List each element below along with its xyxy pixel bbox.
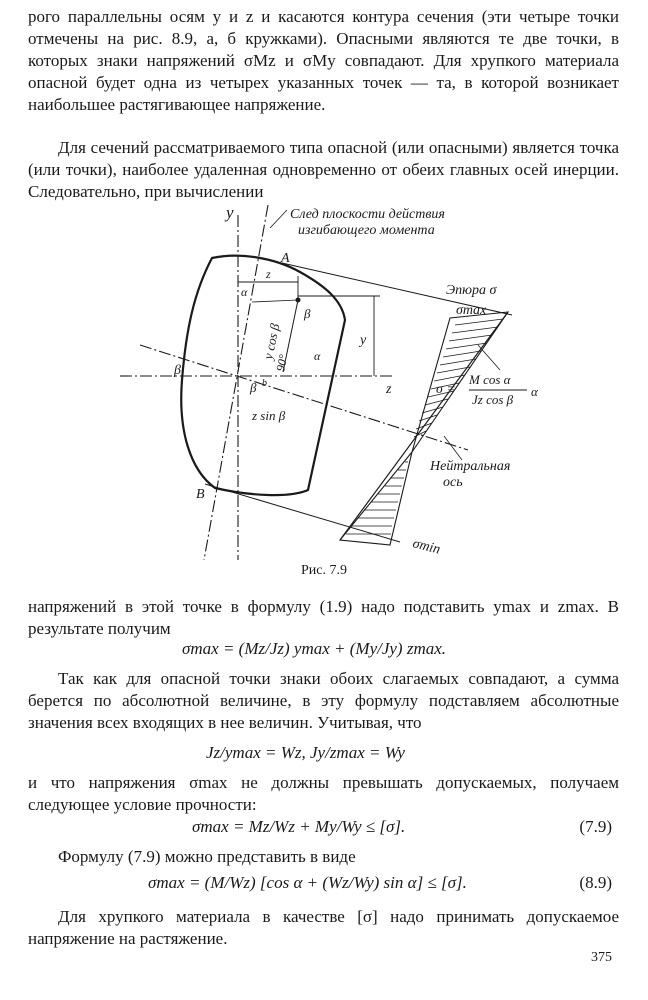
point-a-label: A <box>281 251 290 266</box>
formula-1: σmax = (Mz/Jz) ymax + (My/Jy) zmax. <box>182 639 447 658</box>
paragraph-2: Для сечений рассматриваемого типа опасной (или опасными) является точка (или точки), наиболее удаленная одновременно от обеих главных осей инерции. Следовательно, при вычислении <box>28 138 619 201</box>
paragraph-6: Формулу (7.9) можно представить в виде <box>58 847 356 866</box>
sigma-min-label: σmin <box>411 536 442 558</box>
beta-label-3: β <box>304 306 311 321</box>
sigma-formula-den: Jz cos β <box>472 392 514 407</box>
y-dimension-label: y <box>360 333 367 348</box>
trace-label-2: изгибающего момента <box>298 223 435 238</box>
b-small-label: b <box>262 378 267 389</box>
paragraph-1: рого параллельны осям y и z и касаются контура сечения (эти четыре точки отмечены на рис. 8.9, а, б кружками). Опасными являются те две точки, в которых знаки напряжений σMz и σMy совпадают. Для хрупкого материала опасной будет одна из четырех указанных точек — та, в которой возникает наибольшее растягивающее напряжение. <box>28 7 619 114</box>
equation-number-7-9: (7.9) <box>579 817 612 836</box>
z-axis-label: z <box>386 382 392 397</box>
y-axis-label: y <box>226 203 234 222</box>
sigma-formula-num: M cos α <box>469 372 511 387</box>
epure-label: Эпюра σ <box>446 283 497 298</box>
neutral-axis-label-1: Нейтральная <box>430 459 511 474</box>
sigma-formula-lhs: σ = <box>436 382 456 397</box>
paragraph-3: напряжений в этой точке в формулу (1.9) надо подставить ymax и zmax. В результате получим <box>28 597 619 638</box>
sigma-formula-alpha: α <box>531 384 538 399</box>
angle-90-label: 90° <box>273 353 291 373</box>
epure-hatching <box>346 319 503 534</box>
figure-7-9 <box>0 195 648 565</box>
beta-label-1: β <box>174 363 181 378</box>
section-contour <box>181 256 345 495</box>
sigma-max-label: σmax <box>456 303 487 318</box>
page-number: 375 <box>591 950 612 965</box>
paragraph-4: Так как для опасной точки знаки обоих слагаемых совпадают, а сумма берется по абсолютной величине, в эту формулу подставляем абсолютные значения всех входящих в нее величин. Учитывая, что <box>28 669 619 732</box>
paragraph-5: и что напряжения σmax не должны превышать допускаемых, получаем следующее условие прочности: <box>28 773 619 814</box>
point-b-label: B <box>196 487 205 502</box>
figure-caption: Рис. 7.9 <box>301 563 347 578</box>
beta-label-2: β <box>250 380 257 395</box>
neutral-axis-label-2: ось <box>443 475 463 490</box>
paragraph-7: Для хрупкого материала в качестве [σ] надо принимать допускаемое напряжение на растяжение. <box>28 907 619 948</box>
epure-compression <box>340 452 412 545</box>
y-cos-beta-label: y cos β <box>260 322 283 361</box>
alpha-top-label: α <box>241 285 248 299</box>
formula-3: σmax = Mz/Wz + My/Wy ≤ [σ]. <box>192 817 406 836</box>
z-top-label: z <box>266 267 271 281</box>
z-sin-beta-label: z sin β <box>252 408 286 423</box>
formula-2: Jz/ymax = Wz, Jy/zmax = Wy <box>206 743 405 762</box>
formula-4: σmax = (M/Wz) [cos α + (Wz/Wy) sin α] ≤ [σ]. <box>148 873 467 892</box>
alpha-mid-label: α <box>314 349 321 363</box>
equation-number-8-9: (8.9) <box>579 873 612 892</box>
trace-label-1: След плоскости действия <box>290 207 445 222</box>
